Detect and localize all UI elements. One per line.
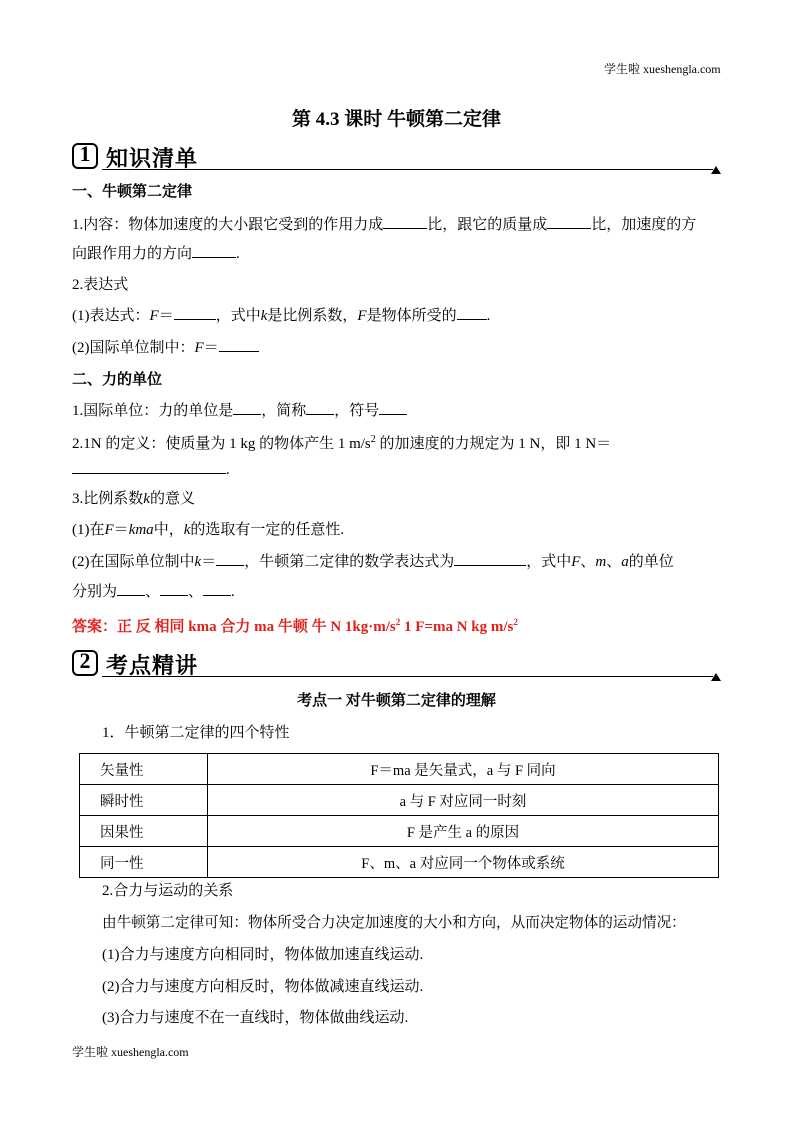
paragraph-newton-definition-cont: . — [72, 459, 230, 480]
heading-force-unit: 二、力的单位 — [72, 372, 163, 388]
section-rule — [102, 169, 713, 170]
paragraph-force-motion: 2.合力与运动的关系 — [102, 883, 234, 899]
table-cell-desc: a 与 F 对应同一时刻 — [208, 785, 719, 816]
table-cell-desc: F＝ma 是矢量式，a 与 F 同向 — [208, 754, 719, 785]
paragraph-force-motion-2: (2)合力与速度方向相反时，物体做减速直线运动. — [102, 979, 424, 995]
answer-line: 答案：正 反 相同 kma 合力 ma 牛顿 牛 N $1kg\cdot m/s^2$ 1 F=ma N kg $m/s^2$ — [72, 617, 518, 635]
table-row — [80, 816, 719, 847]
paragraph-newton-definition: 2.1N 的定义：使质量为 1 kg 的物体产生 1 $m/s^2$ 的加速度的力规定为 1 N，即 1 N＝ — [72, 434, 612, 452]
blank[interactable] — [233, 400, 261, 415]
table-cell-name: 因果性 — [80, 816, 208, 847]
triangle-icon — [711, 673, 721, 681]
table-cell-name: 同一性 — [80, 847, 208, 878]
paragraph-k-arbitrary: (1)在F＝kma中，k的选取有一定的任意性. — [72, 522, 345, 538]
section-number: 1 — [79, 141, 91, 166]
table-row — [80, 785, 719, 816]
blank[interactable] — [457, 305, 487, 320]
section-band-key-points — [72, 647, 721, 681]
heading-newton-second-law: 一、牛顿第二定律 — [72, 184, 193, 200]
blank[interactable] — [306, 400, 334, 415]
footer-site: 学生啦 xueshengla.com — [72, 1045, 189, 1059]
blank[interactable] — [219, 337, 259, 352]
blank[interactable] — [117, 581, 145, 596]
section-rule — [102, 676, 713, 677]
paragraph-force-motion-3: (3)合力与速度不在一直线时，物体做曲线运动. — [102, 1010, 409, 1026]
paragraph-expression-1: (1)表达式：F＝ ，式中k是比例系数，F是物体所受的 . — [72, 305, 490, 326]
paragraph-force-motion-1: (1)合力与速度方向相同时，物体做加速直线运动. — [102, 947, 424, 963]
properties-table — [79, 753, 719, 878]
blank[interactable] — [72, 459, 226, 474]
table-cell-desc: F 是产生 a 的原因 — [208, 816, 719, 847]
blank[interactable] — [379, 400, 407, 415]
paragraph-k-si-cont: 分别为 、 、 . — [72, 581, 235, 602]
blank[interactable] — [160, 581, 188, 596]
blank[interactable] — [383, 214, 427, 229]
table-row — [80, 754, 719, 785]
blank[interactable] — [216, 551, 244, 566]
table-cell-desc: F、m、a 对应同一个物体或系统 — [208, 847, 719, 878]
section-label: 知识清单 — [106, 146, 199, 171]
section-band-knowledge — [72, 140, 721, 174]
table-cell-name: 瞬时性 — [80, 785, 208, 816]
topic-heading: 考点一 对牛顿第二定律的理解 — [297, 693, 496, 709]
table-intro: 1．牛顿第二定律的四个特性 — [102, 725, 290, 741]
paragraph-k-si: (2)在国际单位制中k＝ ，牛顿第二定律的数学表达式为 ，式中F、m、a的单位 — [72, 551, 674, 572]
page-title: 第 4.3 课时 牛顿第二定律 — [291, 109, 501, 130]
paragraph-force-motion-body: 由牛顿第二定律可知：物体所受合力决定加速度的大小和方向，从而决定物体的运动情况： — [102, 915, 686, 931]
table-row — [80, 847, 719, 878]
blank[interactable] — [547, 214, 591, 229]
triangle-icon — [711, 166, 721, 174]
paragraph-content: 1.内容：物体加速度的大小跟它受到的作用力成 比，跟它的质量成 比，加速度的方 — [72, 214, 696, 235]
paragraph-expression-2: (2)国际单位制中：F＝ — [72, 337, 259, 358]
blank[interactable] — [174, 305, 216, 320]
paragraph-k-meaning: 3.比例系数k的意义 — [72, 491, 195, 507]
paragraph-content-cont: 向跟作用力的方向 . — [72, 243, 240, 264]
blank[interactable] — [454, 551, 526, 566]
table-cell-name: 矢量性 — [80, 754, 208, 785]
header-site: 学生啦 xueshengla.com — [604, 62, 721, 76]
blank[interactable] — [203, 581, 231, 596]
paragraph-expression: 2.表达式 — [72, 277, 129, 293]
section-number: 2 — [79, 648, 91, 673]
paragraph-si-unit: 1.国际单位：力的单位是 ，简称 ，符号 — [72, 400, 407, 421]
section-label: 考点精讲 — [106, 653, 199, 678]
blank[interactable] — [192, 243, 236, 258]
